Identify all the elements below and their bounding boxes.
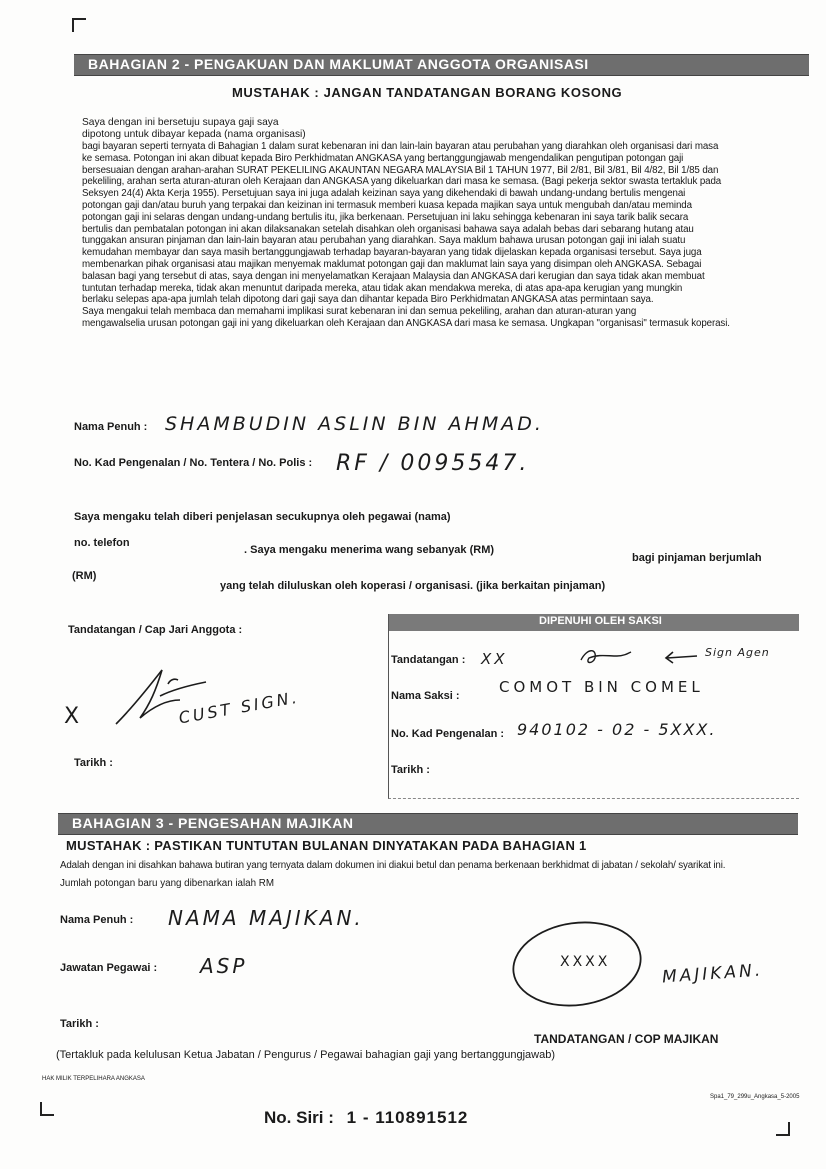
consent-paragraph-body: [82, 141, 782, 330]
kad-pengenalan-value[interactable]: RF / 0095547.: [336, 451, 530, 476]
section3-mustahak: MUSTAHAK : PASTIKAN TUNTUTAN BULANAN DINYATAKAN PADA BAHAGIAN 1: [66, 838, 587, 853]
no-siri-value: 1 - 110891512: [346, 1108, 469, 1127]
nama-penuh-value[interactable]: SHAMBUDIN ASLIN BIN AHMAD.: [165, 413, 544, 435]
hak-milik-text: HAK MILIK TERPELIHARA ANGKASA: [42, 1076, 145, 1082]
majikan-note: MAJIKAN.: [661, 960, 764, 988]
section2-header: [74, 54, 809, 76]
rm-label: (RM): [72, 570, 97, 582]
jawatan-value[interactable]: ASP: [200, 954, 248, 978]
terima-wang-text: . Saya mengaku menerima wang sebanyak (RM): [244, 544, 495, 556]
cust-sign-note: CUST SIGN.: [177, 687, 301, 728]
section3-header: [58, 813, 798, 835]
stamp-value: XXXX: [560, 954, 611, 970]
bagi-pinjaman-text: bagi pinjaman berjumlah: [632, 552, 762, 564]
paragraph-line: Saya mengakui telah membaca dan memahami implikasi surat kebenaran ini dan semua pekeliling, arahan dan aturan-aturan yang: [82, 306, 637, 318]
arrow-left-icon: [663, 650, 699, 664]
corner-mark-bottom-right: [776, 1122, 790, 1136]
paragraph-line: membenarkan pihak organisasi atau majikan menyemak maklumat potongan gaji dan maklumat lain saya yang disimpan oleh ANGKASA. Sebagai: [82, 258, 702, 270]
tandatangan-anggota-label: Tandatangan / Cap Jari Anggota :: [68, 624, 243, 636]
x-mark: X: [64, 704, 83, 729]
paragraph-line: berlaku selepas apa-apa jumlah telah dipotong dari gaji saya dan dihantar kepada Biro Perkhidmatan ANGKASA atas permintaan saya.: [82, 294, 654, 306]
pengakuan-pegawai-text: Saya mengaku telah diberi penjelasan secukupnya oleh pegawai (nama): [74, 511, 451, 523]
paragraph-line: mengawalselia urusan potongan gaji ini yang dikeluarkan oleh Kerajaan dan ANGKASA dari masa ke semasa. Ungkapan "organisasi" termasuk koperasi.: [82, 317, 730, 329]
consent-paragraph: [82, 117, 782, 141]
tarikh-anggota-label: Tarikh :: [74, 757, 113, 769]
saksi-signature: [577, 642, 633, 670]
paragraph-line: potongan gaji ini selaras dengan undang-undang bertulis itu, jika berkenaan. Persetujuan ini laku sehingga kebenaran ini saya tarik balik secara: [82, 211, 689, 223]
paragraph-line: bersesuaian dengan arahan-arahan SURAT PEKELILING AKAUNTAN NEGARA MALAYSIA Bil 1 TAHUN 1977, Bil 2/81, Bil 3/81, Bil 4/82, Bil 1/85 dan: [82, 164, 719, 176]
saksi-panel: [388, 614, 799, 799]
tertakluk-text: (Tertakluk pada kelulusan Ketua Jabatan / Pengurus / Pegawai bahagian gaji yang bertanggungjawab): [56, 1049, 556, 1061]
no-siri-label: No. Siri :: [264, 1108, 334, 1127]
diluluskan-text: yang telah diluluskan oleh koperasi / organisasi. (jika berkaitan pinjaman): [220, 580, 606, 592]
section2-title: BAHAGIAN 2 - PENGAKUAN DAN MAKLUMAT ANGGOTA ORGANISASI: [88, 56, 589, 72]
kad-pengenalan-label: No. Kad Pengenalan / No. Tentera / No. Polis :: [74, 457, 313, 469]
corner-mark-bottom-left: [40, 1102, 54, 1116]
saksi-tarikh-label: Tarikh :: [391, 764, 430, 776]
saksi-kad-label: No. Kad Pengenalan :: [391, 728, 505, 740]
nama-penuh-label: Nama Penuh :: [74, 421, 148, 433]
paragraph-line: Seksyen 24(4) Akta Kerja 1955). Persetujuan saya ini juga adalah keizinan saya yang dikehendaki di bawah undang-undang bertulis mengenai: [82, 188, 686, 200]
paragraph-line: ke semasa. Potongan ini akan dibuat kepada Biro Perkhidmatan ANGKASA yang bertanggungjawab mengendalikan pengutipan potongan gaji: [82, 152, 684, 164]
no-siri: [264, 1108, 468, 1128]
sign-agen-note: Sign Agen: [705, 646, 770, 659]
corner-mark-top-left: [72, 18, 86, 32]
paragraph-line: pekeliling, arahan serta aturan-aturan oleh Kerajaan dan ANGKASA yang dikeluarkan dari masa ke semasa. (Bagi pekerja sektor swasta tertakluk pada: [82, 176, 722, 188]
paragraph-line: Saya dengan ini bersetuju supaya gaji saya: [82, 117, 279, 128]
tandatangan-cop-majikan: TANDATANGAN / COP MAJIKAN: [534, 1032, 719, 1046]
paragraph-line: kemudahan membayar dan saya masih bertanggungjawab terhadap bayaran-bayaran yang tidak dijelaskan kepada organisasi tersebut. Saya juga: [82, 247, 702, 259]
paragraph-line: tunggakan ansuran pinjaman dan lain-lain bayaran atau perubahan yang diarahkan. Saya maklum bahawa urusan potongan gaji ini ialah suatu: [82, 235, 686, 247]
paragraph-line: potongan gaji dan/atau buruh yang terpakai dan keizinan ini termasuk memberi kuasa kepada majikan saya untuk mengubah dan/atau meminda: [82, 199, 692, 211]
section3-title: BAHAGIAN 3 - PENGESAHAN MAJIKAN: [72, 815, 354, 831]
majikan-tarikh-label: Tarikh :: [60, 1018, 99, 1030]
saksi-tandatangan-value[interactable]: XX: [481, 650, 508, 668]
paragraph-line: bagi bayaran seperti ternyata di Bahagian 1 dalam surat kebenaran ini dan lain-lain bayaran atau perubahan yang diarahkan oleh organisasi dari masa: [82, 141, 719, 152]
paragraph-line: tuntutan terhadap mereka, tidak akan menuntut daripada mereka, atau tidak akan mendakwa mereka, di atas apa-apa kerugian yang mungkin: [82, 282, 683, 294]
nama-saksi-label: Nama Saksi :: [391, 690, 460, 702]
saksi-kad-value[interactable]: 940102 - 02 - 5XXX.: [517, 720, 717, 739]
paragraph-line: dipotong untuk dibayar kepada (nama organisasi): [82, 128, 306, 140]
jawatan-label: Jawatan Pegawai :: [60, 962, 158, 974]
pengesahan-text: Adalah dengan ini disahkan bahawa butiran yang ternyata dalam dokumen ini diakui betul dan penama berkenaan berkhidmat di jabatan / sekolah/ syarikat ini.: [60, 860, 726, 871]
nama-saksi-value[interactable]: COMOT BIN COMEL: [499, 678, 704, 696]
saksi-header: [389, 614, 799, 631]
majikan-nama-label: Nama Penuh :: [60, 914, 134, 926]
paragraph-line: bertulis dan pembatalan potongan ini akan dilaksanakan setelah disahkan oleh organisasi bahawa saya adalah bebas dari sebarang hutang atau: [82, 223, 694, 235]
paragraph-line: balasan bagi yang tersebut di atas, saya dengan ini menyelamatkan Kerajaan Malaysia dan ANGKASA dari kerugian dan saya tidak akan membuat: [82, 270, 705, 282]
majikan-nama-value[interactable]: NAMA MAJIKAN.: [168, 906, 364, 930]
saksi-tandatangan-label: Tandatangan :: [391, 654, 466, 666]
form-code: Spa1_79_299u_Angkasa_5-2005: [710, 1094, 800, 1100]
jumlah-potongan-text: Jumlah potongan baru yang dibenarkan ialah RM: [60, 878, 275, 889]
no-telefon-label: no. telefon: [74, 537, 130, 549]
section2-mustahak: MUSTAHAK : JANGAN TANDATANGAN BORANG KOSONG: [232, 85, 623, 100]
saksi-title: DIPENUHI OLEH SAKSI: [539, 615, 662, 627]
